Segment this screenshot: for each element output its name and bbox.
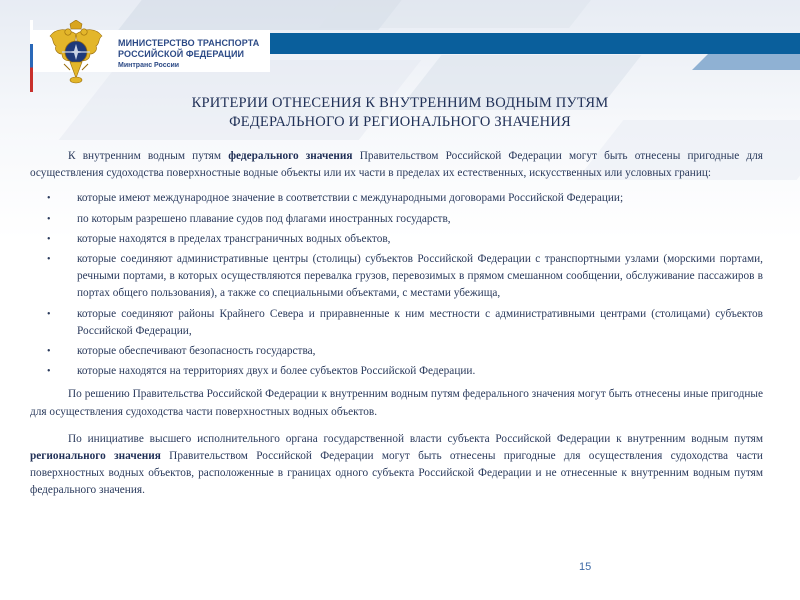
intro-emphasis: федерального значения bbox=[228, 150, 353, 162]
list-item-text: которые соединяют районы Крайнего Севера и приравненные к ним местности с административными центрами (столицами) субъектов Российской Федерации, bbox=[77, 307, 763, 337]
regional-text-end: Правительством Российской Федерации могут быть отнесены пригодные для осуществления судоходства части поверхностных водных объектов, расположенные в границах одного субъекта Российской Федерации и не отнесенные к внутренним водным путям федерального значения. bbox=[30, 450, 763, 497]
list-item bbox=[30, 190, 763, 207]
bullet-icon: • bbox=[47, 366, 51, 378]
bullet-icon: • bbox=[47, 233, 51, 245]
russian-flag-stripe bbox=[30, 20, 33, 92]
slide-title bbox=[100, 94, 700, 132]
regional-paragraph bbox=[30, 431, 763, 500]
decision-paragraph: По решению Правительства Российской Федерации к внутренним водным путям федерального значения могут быть отнесены иные пригодные для осуществления судоходства части поверхностных водных объектов. bbox=[30, 388, 763, 418]
bullet-icon: • bbox=[47, 346, 51, 358]
intro-text-end: Правительством Российской Федерации могут быть отнесены пригодные для осуществления судоходства поверхностные водные объекты или их части в пределах их естественных, искусственных или условных границ: bbox=[30, 150, 764, 180]
header-blue-bar bbox=[270, 33, 800, 54]
list-item bbox=[30, 306, 763, 340]
list-item-text: по которым разрешено плавание судов под флагами иностранных государств, bbox=[77, 212, 451, 225]
bullet-icon: • bbox=[47, 193, 51, 205]
intro-text-start: К внутренним водным путям bbox=[68, 150, 229, 162]
header-light-accent bbox=[692, 54, 800, 70]
list-item bbox=[30, 363, 763, 380]
intro-paragraph bbox=[30, 148, 763, 182]
criteria-list bbox=[30, 190, 763, 380]
slide-header bbox=[0, 0, 800, 100]
slide-title-line2: ФЕДЕРАЛЬНОГО И РЕГИОНАЛЬНОГО ЗНАЧЕНИЯ bbox=[229, 114, 571, 130]
slide-body bbox=[30, 148, 763, 506]
list-item-text: которые находятся на территориях двух и более субъектов Российской Федерации. bbox=[77, 365, 476, 378]
regional-emphasis: регионального значения bbox=[30, 450, 161, 463]
bullet-icon: • bbox=[47, 308, 51, 320]
ministry-short-name: Минтранс России bbox=[118, 62, 180, 69]
slide-title-line1: КРИТЕРИИ ОТНЕСЕНИЯ К ВНУТРЕННИМ ВОДНЫМ ПУТЯМ bbox=[191, 95, 609, 111]
list-item-text: которые соединяют административные центры (столицы) субъектов Российской Федерации с транспортными узлами (морскими портами, речными портами, в которых осуществляются перевалка грузов, перевозимых в прямом смешанном сообщении, обслуживание пассажиров в портах общего пользования), а также со специальными объектами, с местами убежища, bbox=[77, 253, 763, 300]
regional-text-start: По инициативе высшего исполнительного органа государственной власти субъекта Российской Федерации к внутренним водным путям bbox=[68, 432, 763, 445]
bullet-icon: • bbox=[47, 213, 51, 225]
list-item bbox=[30, 343, 763, 360]
page-number: 15 bbox=[579, 561, 592, 573]
double-headed-eagle-emblem-icon bbox=[48, 20, 104, 86]
bullet-icon: • bbox=[47, 254, 51, 266]
list-item-text: которые имеют международное значение в соответствии с международными договорами Российской Федерации; bbox=[77, 192, 624, 205]
list-item bbox=[30, 211, 763, 228]
list-item-text: которые обеспечивают безопасность государства, bbox=[77, 345, 316, 358]
list-item bbox=[30, 231, 763, 248]
list-item-text: которые находятся в пределах трансграничных водных объектов, bbox=[77, 232, 391, 245]
ministry-name-line1: МИНИСТЕРСТВО ТРАНСПОРТА bbox=[118, 38, 260, 48]
ministry-name bbox=[118, 38, 259, 71]
list-item bbox=[30, 251, 763, 303]
ministry-name-line2: РОССИЙСКОЙ ФЕДЕРАЦИИ bbox=[118, 49, 245, 59]
